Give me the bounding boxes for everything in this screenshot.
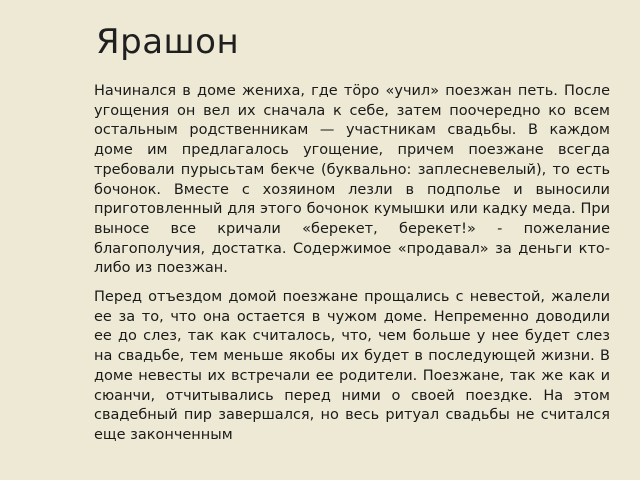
slide-title: Ярашон bbox=[96, 22, 240, 62]
paragraph-1: Начинался в доме жениха, где тöро «учил» поезжан петь. После угощения он вел их сначала к себе, затем поочередно ко всем остальным родственникам — участникам свадьбы. В каждом доме им предлагалось угощение, причем поезжане всегда требовали пурысьтам бекче (буквально: заплесневелый), то есть бочонок. Вместе с хозяином лезли в подполье и выносили приготовленный для этого бочонок кумышки или кадку меда. При выносе все кричали «берекет, берекет!» - пожелание благополучия, достатка. Содержимое «продавал» за деньги кто-либо из поезжан. bbox=[94, 83, 610, 277]
paragraph-2: Перед отъездом домой поезжане прощались с невестой, жалели ее за то, что она остается в чужом доме. Непременно доводили ее до слез, так как считалось, что, чем больше у нее будет слез на свадьбе, тем меньше якобы их будет в последующей жизни. В доме невесты их встречали ее родители. Поезжане, так же как и сюанчи, отчитывались перед ними о своей поездке. На этом свадебный пир завершался, но весь ритуал свадьбы не считался еще законченным bbox=[94, 289, 610, 443]
